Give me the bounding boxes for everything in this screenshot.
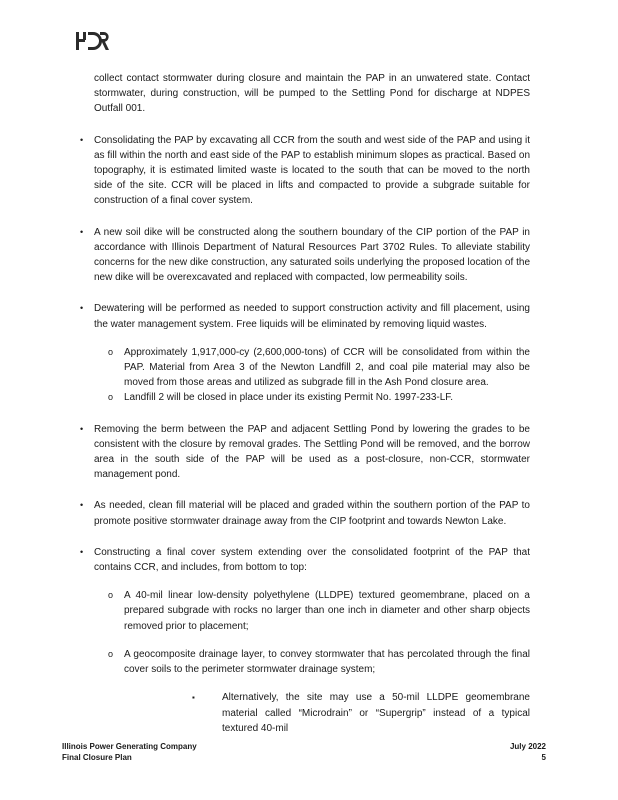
footer-date: July 2022 (509, 742, 546, 751)
bullet-text: Removing the berm between the PAP and adjacent Settling Pond by lowering the grades to be consistent with the closure by removal grades. The Settling Pond will be removed, and the borrow area in the south side of the PAP will be used as a post-closure, non-CCR, stormwater management pond. (94, 423, 530, 481)
bullet-marker: • (80, 500, 84, 511)
bullet-consolidating (80, 133, 530, 209)
footer-document-title: Final Closure Plan (62, 753, 132, 762)
bullet-marker: • (80, 134, 84, 145)
bullet-text: Constructing a final cover system extending over the consolidated footprint of the PAP that contains CCR, and includes, from bottom to top: (94, 546, 530, 574)
sub-item-text: Landfill 2 will be closed in place under its existing Permit No. 1997-233-LF. (124, 392, 454, 404)
sub-item-text: A geocomposite drainage layer, to convey stormwater that has percolated through the final cover soils to the perimeter stormwater drainage system; (124, 648, 530, 676)
sub-marker: o (108, 346, 114, 357)
bullet-clean-fill (80, 498, 530, 528)
hdr-logo-icon (76, 30, 110, 52)
footer-company: Illinois Power Generating Company (62, 742, 197, 751)
cover-sub-list (94, 588, 530, 677)
bullet-text: A new soil dike will be constructed along the southern boundary of the CIP portion of the PAP in accordance with Illinois Department of Natural Resources Part 3702 Rules. To alleviate stability concerns for the new dike construction, any saturated soils underlying the proposed location of the new dike will be overexcavated and replaced with compacted, low permeability soils. (94, 226, 530, 284)
sub-item-geomembrane (108, 588, 530, 634)
page-body (80, 71, 530, 736)
sub-item-ccr-volume (108, 345, 530, 391)
bullet-soil-dike (80, 225, 530, 286)
subsub-marker: ▪ (192, 693, 195, 703)
subsub-item-alternative (192, 690, 530, 736)
bullet-text: Consolidating the PAP by excavating all CCR from the south and west side of the PAP and using it as fill within the north and east side of the PAP to establish minimum slopes as practical. Based on topography, it is estimated limited waste is located to the south that can be moved to the north side of the site. CCR will be placed in lifts and compacted to provide a subgrade suitable for construction of a final cover system. (94, 134, 530, 207)
hdr-logo (76, 30, 110, 52)
sub-item-geocomposite (108, 647, 530, 677)
sub-item-text: A 40-mil linear low-density polyethylene (LLDPE) textured geomembrane, placed on a prepared subgrade with rocks no larger than one inch in diameter and other sharp objects removed prior to placement; (124, 590, 530, 632)
footer-page-number: 5 (541, 753, 546, 762)
sub-item-landfill-2 (108, 390, 530, 405)
bullet-marker: • (80, 303, 84, 314)
dewatering-sub-list (94, 345, 530, 406)
subsub-item-text: Alternatively, the site may use a 50-mil LLDPE geomembrane material called “Microdrain” or “Supergrip” instead of a typical textured 40-mil (222, 692, 530, 734)
sub-marker: o (108, 590, 114, 601)
bullet-marker: • (80, 546, 84, 557)
sub-marker: o (108, 392, 114, 403)
bullet-text: Dewatering will be performed as needed to support construction activity and fill placement, using the water management system. Free liquids will be eliminated by removing liquid wastes. (94, 303, 530, 330)
page-footer (62, 741, 546, 763)
bullet-dewatering (80, 301, 530, 405)
sub-item-text: Approximately 1,917,000-cy (2,600,000-tons) of CCR will be consolidated from within the PAP. Material from Area 3 of the Newton Landfill 2, and coal pile material may also be moved from those areas and utilized as subgrade fill in the Ash Pond closure area. (124, 346, 530, 389)
bullet-berm-removal (80, 422, 530, 483)
bullet-marker: • (80, 226, 84, 237)
bullet-marker: • (80, 423, 84, 434)
footer-row-top (62, 741, 546, 752)
footer-row-bottom (62, 752, 546, 763)
intro-paragraph: collect contact stormwater during closure and maintain the PAP in an unwatered state. Contact stormwater, during construction, will be pumped to the Settling Pond for discharge at NDPES Outfall 001. (94, 73, 530, 115)
bullet-text: As needed, clean fill material will be placed and graded within the southern portion of the PAP to promote positive stormwater drainage away from the CIP footprint and towards Newton Lake. (94, 500, 530, 527)
bullet-final-cover (80, 545, 530, 736)
sub-marker: o (108, 648, 114, 659)
